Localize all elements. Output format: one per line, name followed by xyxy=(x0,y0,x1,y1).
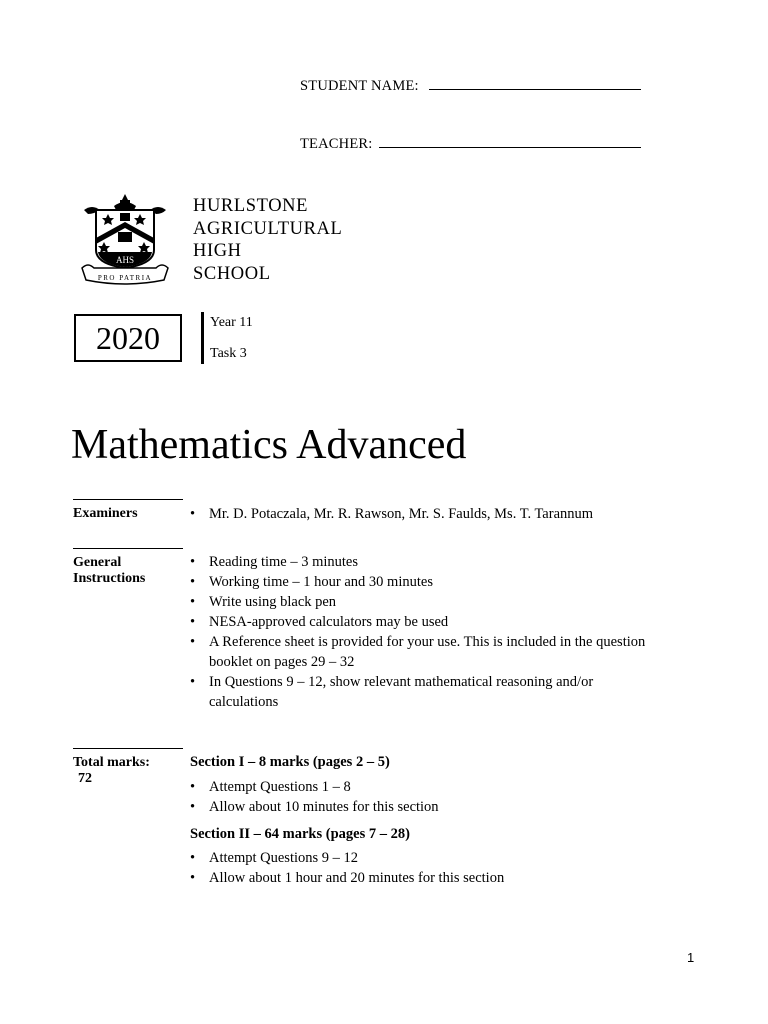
list-item: • Allow about 1 hour and 20 minutes for this section xyxy=(190,870,505,886)
page-number: 1 xyxy=(687,950,695,965)
list-item: • Write using black pen xyxy=(190,594,337,610)
section-2-list xyxy=(190,848,504,888)
bullet-dot: • xyxy=(190,554,196,570)
page-title: Mathematics Advanced xyxy=(71,422,467,468)
bullet-dot: • xyxy=(190,870,196,886)
teacher-field[interactable] xyxy=(300,135,641,153)
student-name-label: STUDENT NAME: xyxy=(300,78,419,94)
teacher-label: TEACHER: xyxy=(300,136,373,152)
list-item: • Working time – 1 hour and 30 minutes xyxy=(190,574,433,590)
list-item: • Mr. D. Potaczala, Mr. R. Rawson, Mr. S. Faulds, Ms. T. Tarannum xyxy=(190,506,594,522)
list-item: • In Questions 9 – 12, show relevant mathematical reasoning and/or calculations xyxy=(190,674,594,710)
school-name-line: SCHOOL xyxy=(193,263,271,284)
section-divider xyxy=(73,548,183,549)
bullet-dot: • xyxy=(190,614,196,630)
bullet-dot: • xyxy=(190,674,196,690)
bullet-dot: • xyxy=(190,634,196,650)
school-name-line: AGRICULTURAL xyxy=(193,218,343,239)
school-name-line: HURLSTONE xyxy=(193,196,309,216)
section-divider xyxy=(73,748,183,749)
bullet-dot: • xyxy=(190,850,196,866)
list-item: • A Reference sheet is provided for your use. This is included in the question booklet on pages 29 – 32 xyxy=(190,634,646,670)
svg-text:AHS: AHS xyxy=(115,255,135,265)
exam-year-box xyxy=(74,314,182,362)
general-instructions-label: General Instructions xyxy=(73,555,146,586)
divider-bar xyxy=(201,312,204,364)
section-divider xyxy=(73,499,183,500)
examiners-list xyxy=(190,504,593,524)
list-item: • NESA-approved calculators may be used xyxy=(190,614,449,630)
examiners-label: Examiners xyxy=(73,506,138,521)
section-1-list xyxy=(190,777,439,817)
bullet-dot: • xyxy=(190,799,196,815)
bullet-dot: • xyxy=(190,594,196,610)
instructions-list xyxy=(190,552,690,712)
year-level: Year 11 xyxy=(210,315,253,330)
bullet-dot: • xyxy=(190,574,196,590)
svg-text:PRO PATRIA: PRO PATRIA xyxy=(97,274,153,282)
school-crest-icon xyxy=(78,192,172,292)
total-marks-value: 72 xyxy=(78,771,92,786)
total-marks-label: Total marks: 72 xyxy=(73,755,150,786)
list-item: • Attempt Questions 9 – 12 xyxy=(190,850,359,866)
bullet-dot: • xyxy=(190,779,196,795)
exam-year: 2020 xyxy=(96,319,160,356)
school-name-line: HIGH xyxy=(193,241,242,261)
teacher-blank-line[interactable] xyxy=(379,135,641,148)
list-item: • Allow about 10 minutes for this section xyxy=(190,799,439,815)
section-2-heading: Section II – 64 marks (pages 7 – 28) xyxy=(190,826,410,842)
bullet-dot: • xyxy=(190,506,196,522)
student-name-blank-line[interactable] xyxy=(429,77,641,90)
list-item: • Attempt Questions 1 – 8 xyxy=(190,779,351,795)
list-item: • Reading time – 3 minutes xyxy=(190,554,359,570)
school-name xyxy=(193,195,342,285)
section-1-heading: Section I – 8 marks (pages 2 – 5) xyxy=(190,754,390,770)
student-name-field[interactable] xyxy=(300,77,641,95)
task-number: Task 3 xyxy=(210,346,247,361)
